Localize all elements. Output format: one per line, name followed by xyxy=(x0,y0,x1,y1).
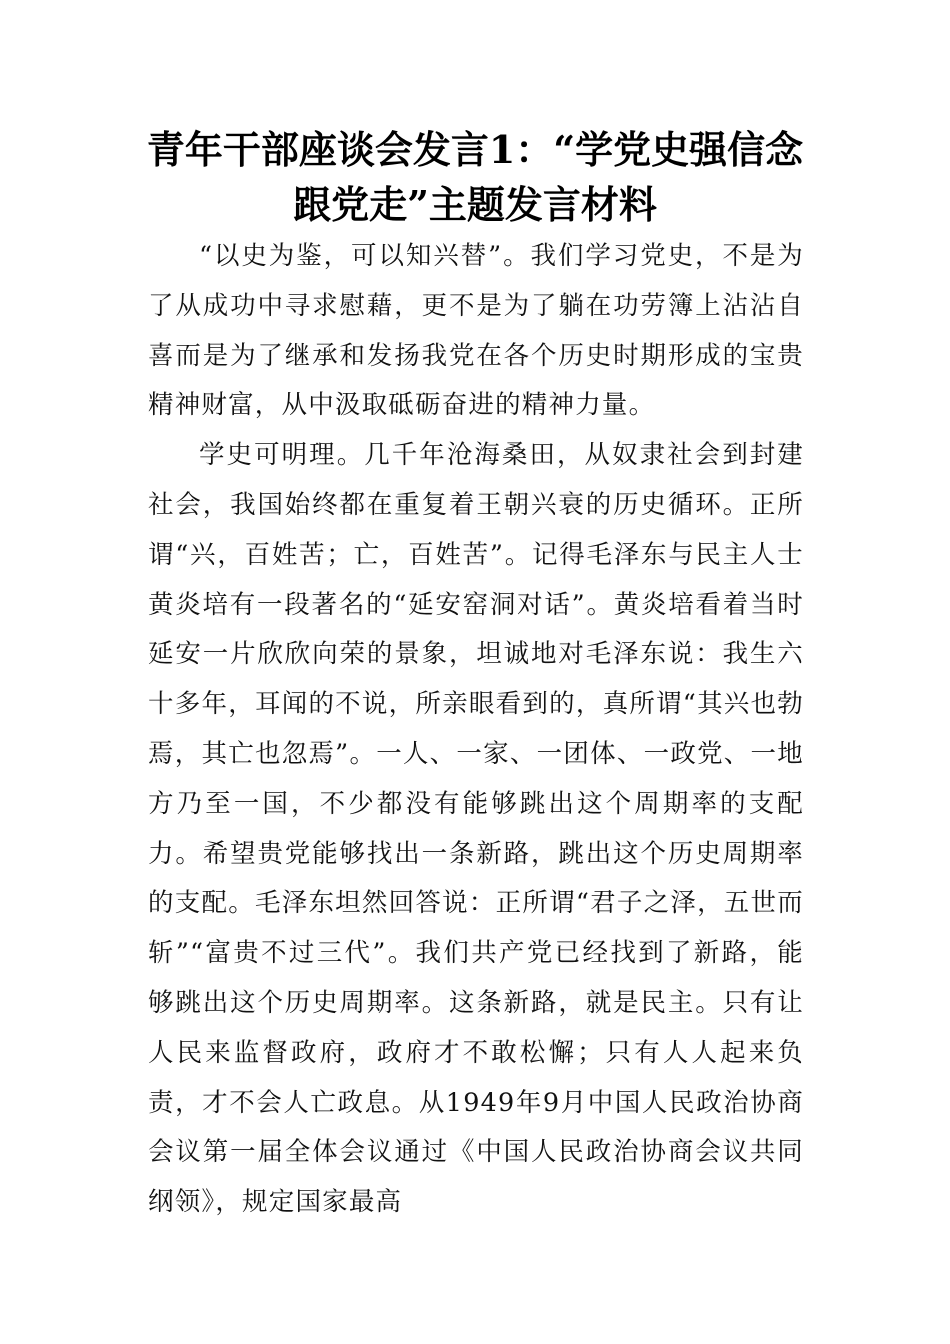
document-title: 青年干部座谈会发言1：“学党史强信念跟党走”主题发言材料 xyxy=(146,127,804,227)
paragraph-2: 学史可明理。几千年沧海桑田，从奴隶社会到封建社会，我国始终都在重复着王朝兴衰的历史循环。正所谓“兴，百姓苦；亡，百姓苦”。记得毛泽东与民主人士黄炎培有一段著名的“延安窑洞对话”。黄炎培看着当时延安一片欣欣向荣的景象，坦诚地对毛泽东说：我生六十多年，耳闻的不说，所亲眼看到的，真所谓“其兴也勃焉，其亡也忽焉”。一人、一家、一团体、一政党、一地方乃至一国，不少都没有能够跳出这个周期率的支配力。希望贵党能够找出一条新路，跳出这个历史周期率的支配。毛泽东坦然回答说：正所谓“君子之泽，五世而斩”“富贵不过三代”。我们共产党已经找到了新路，能够跳出这个历史周期率。这条新路，就是民主。只有让人民来监督政府，政府才不敢松懈；只有人人起来负责，才不会人亡政息。从1949年9月中国人民政治协商会议第一届全体会议通过《中国人民政治协商会议共同纲领》，规定国家最高 xyxy=(148,440,804,1218)
paragraph-1: “以史为鉴，可以知兴替”。我们学习党史，不是为了从成功中寻求慰藉，更不是为了躺在功劳簿上沾沾自喜而是为了继承和发扬我党在各个历史时期形成的宝贵精神财富，从中汲取砥砺奋进的精神力量。 xyxy=(148,241,804,421)
document-body xyxy=(148,232,804,1228)
